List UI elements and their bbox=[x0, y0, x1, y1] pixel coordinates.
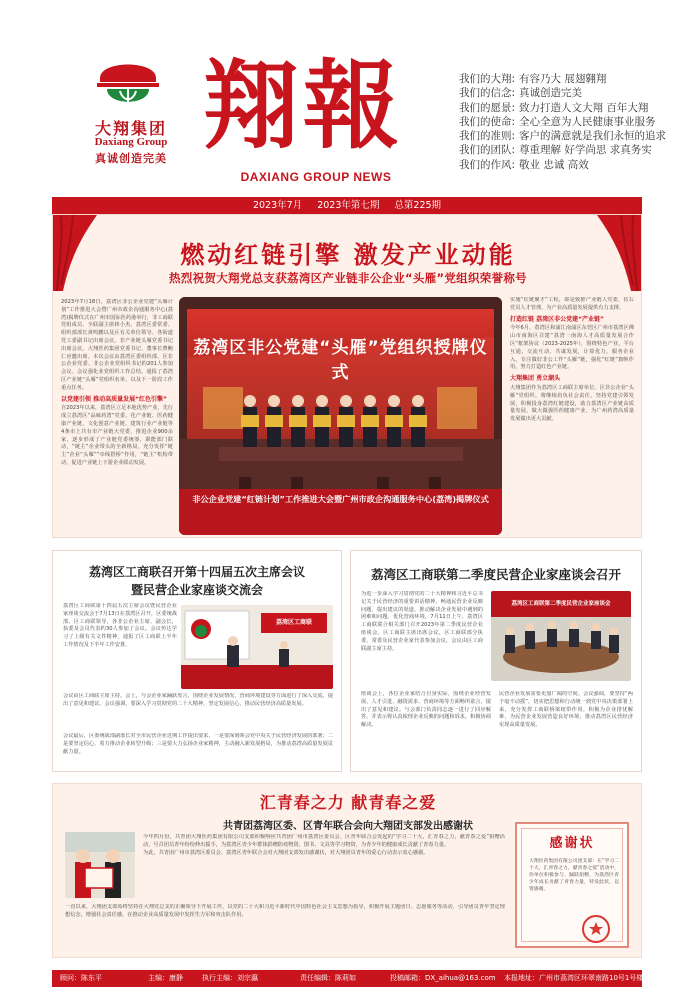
article-right bbox=[350, 550, 642, 772]
bottom-section bbox=[52, 783, 642, 958]
motto-item: 我们的大翔: 有容乃大 展翅翱翔 bbox=[459, 73, 607, 85]
article-left-photo-sign: 荔湾区工商联 bbox=[275, 619, 312, 626]
article-right-title: 荔湾区工商联第二季度民营企业家座谈会召开 bbox=[370, 567, 621, 582]
article-left-column bbox=[63, 603, 177, 689]
footer-bar bbox=[52, 970, 642, 987]
official-seal-icon bbox=[581, 914, 611, 944]
footer-address: 本报地址：广州市荔湾区环翠南路10号1号楼 bbox=[504, 974, 644, 982]
feature-section bbox=[52, 214, 642, 538]
motto-item: 我们的使命: 全心全意为人民健康事业服务 bbox=[459, 115, 656, 128]
article-right-photo-sign: 荔湾区工商联第二季度民营企业家座谈会 bbox=[511, 601, 611, 607]
bottom-headline: 汇青春之力 献青春之爱 bbox=[259, 793, 437, 812]
footer-chief-editor: 主编：康静 bbox=[148, 974, 183, 982]
bottom-paragraph: 为此，共青团广州市荔湾区委员会、荔湾区青年联合会对大翔团支部发出感谢状，对大翔团员青年的爱心行动表示衷心感谢。 bbox=[143, 849, 429, 856]
feature-left-paragraph: 2023年7月18日，荔湾区非公企业党建“头雁计划”工作推进大会暨广州市政企沟通服务中心(荔湾)揭牌仪式在广州市国际医药港举行，非工商联党组成员、全联副主席林小杰，荔湾区委常委、组织部部长黄鸣鹏以及区有关单位领导、各街道党工委副书记出席会议。非产业链头雁党委书记出席会议。大翔医药集团党委书记、董事长曹鲍仁应邀出席。本次会议由荔湾区委组织部、区非公企业党委、非公企业党组织书记约201人参加会议。会议强化业党组织工作总结，通报了荔湾区产业链“头雁”党组织名单，以及下一阶段工作重点任务。 bbox=[61, 299, 173, 391]
feature-right-column bbox=[510, 297, 634, 535]
issue-total: 总第225期 bbox=[394, 200, 442, 211]
feature-photo-banner-title: 荔湾区非公党建“头雁”党组织授牌仪式 bbox=[193, 338, 488, 383]
motto-item: 我们的作风: 敬业 忠诚 高效 bbox=[459, 158, 589, 171]
motto-list bbox=[459, 72, 689, 172]
article-right-column bbox=[361, 591, 483, 687]
bottom-column bbox=[143, 834, 505, 882]
article-left bbox=[52, 550, 342, 772]
feature-photo-conference-banner: 非公企业党建“红链计划”工作推进大会暨广州市政企沟通服务中心(荔湾)揭牌仪式 bbox=[192, 494, 489, 504]
logo-name-cn: 大翔集团 bbox=[94, 119, 167, 138]
award-recipients-row bbox=[239, 393, 442, 447]
feature-right-section-label: 打造红链 荔湾区非公党建“产业链” bbox=[510, 315, 604, 323]
article-left-title: 荔湾区工商联召开第十四届五次主席会议 bbox=[88, 565, 305, 579]
motto-item: 我们的团队: 尊重理解 好学尚思 求真务实 bbox=[459, 144, 652, 157]
feature-left-section-label: 以党建引领 推动高质量发展“红色引擎” bbox=[61, 395, 167, 403]
bottom-paragraph: 一直以来，大翔团支部始终坚持在大翔党总支的正确领导下开展工作，以党的二十大和习近平新时代中国特色社会主义思想为指导，积极开展主题团日、志愿服务等活动，引导团员青年坚定理想信念，增强社会责任感，在推动企业高质量发展中发挥生力军和突击队作用。 bbox=[65, 904, 505, 918]
footer-exec-editor: 执行主编：刘宗瀛 bbox=[202, 974, 258, 982]
feature-left-column bbox=[61, 299, 173, 535]
curtain-right-icon bbox=[597, 215, 641, 291]
thank-you-certificate bbox=[515, 822, 629, 948]
feature-headline: 燃动红链引擎 激发产业动能 bbox=[180, 241, 516, 269]
article-left-paragraph: 会议最后，区委统战部副部长对全市民营企业近期工作提出要求，一是要深刻领会党中央关于民营经济发展的部署；二是要坚定信心，着力推动企业转型升级；三是要大力弘扬企业家精神，主动融入新发展格局，为推动荔湾高质量发展贡献力量。 bbox=[63, 733, 333, 755]
feature-right-paragraph: 今年6月，荔湾区和浦江南浦区东莞区广州市荔湾区佛山市南海区召建“荔湾一南海人才高质量发展合作区”框架协议（2023-2025年），围绕特色产业，平台互通，交流互动，共谋发展，计算优力，服务企业入，专注做好非公工作“头雁”链，强化“红链”旗帜作用，努力打造红色产业链。 bbox=[510, 325, 634, 371]
award-recipients-illustration bbox=[239, 393, 442, 447]
feature-right-paragraph: 实施“红链聚才”工程，即是致推产业链人党委、伍右党员人才管理，为产业高质量发展提供有力支撑。 bbox=[510, 297, 634, 311]
footer-advisor: 顾问：陈东平 bbox=[60, 974, 102, 982]
article-left-photo bbox=[181, 605, 333, 689]
bottom-subline: 共青团荔湾区委、区青年联合会向大翔团支部发出感谢状 bbox=[223, 821, 473, 832]
article-right-photo bbox=[491, 591, 631, 681]
article-left-paragraph: 荔湾区工商联第十四届五次主席会议暨民营企业家座谈交流会于7月13日在荔湾区召开，区委统战部、区工商联领导，各非公企业主席、副会长，执委及会员代表约30人参加了会议。会议传达学习了上级有关文件精神，通报了区工商联上半年工作情况及下半年工作安排。 bbox=[63, 603, 177, 648]
motto-item: 我们的准则: 客户的满意就是我们永恒的追求 bbox=[459, 130, 667, 143]
feature-photo bbox=[179, 297, 502, 535]
bottom-column bbox=[65, 904, 505, 952]
certificate-holders-illustration bbox=[65, 832, 135, 898]
daxiang-logo-icon bbox=[95, 56, 161, 112]
logo-name-en: Daxiang Group bbox=[94, 136, 168, 148]
certificate-title: 感谢状 bbox=[549, 836, 595, 851]
article-left-column bbox=[63, 693, 333, 731]
certificate-text: 大翔医药集团有限公司团支部：在“学习二十大，汇青春之力，献青春之爱”活动中，你单位积极参与、踊跃捐赠，为荔湾区青少年成长贡献了青春力量，特发此状，以资感谢。 bbox=[529, 859, 619, 892]
curtain-left-icon bbox=[53, 215, 97, 291]
issue-date: 2023年7月 bbox=[252, 200, 303, 211]
article-right-paragraph: 为进一步深入学习贯彻党的二十大精神和习近平总书记关于民营经济的重要讲话精神，畅通民营企业反映问题、提出建议的渠道，推动解决企业发展中遇到的困难和问题，优化营商环境，7月11日上午，荔湾区工商联联合相关部门召开2023年第二季度民营企业座谈会。区工商联主席出席会议，区工商联部分执委、常委及民营企业家代表参加会议，会议由区工商联副主席主持。 bbox=[361, 591, 483, 652]
bottom-photo bbox=[65, 832, 135, 898]
footer-duty-editor: 责任编辑：陈莉如 bbox=[300, 974, 356, 982]
bottom-paragraph: 今年四月份，共青团大翔医药集团有限公司支部积极响应共青团广州市荔湾区委员会、区青年联合会发起的“学习二十大，汇青春之力，献青春之爱”捐赠活动，号召团员青年纷纷伸出援手，为荔湾区青少年群体捐赠防疫物资、图书、文具等学习物资，为青少年的健康成长贡献了青春力量。 bbox=[143, 834, 505, 848]
issue-bar bbox=[52, 197, 642, 214]
article-left-title-line2: 暨民营企业家座谈交流会 bbox=[130, 583, 263, 597]
article-left-paragraph: 会议由区工商联主席主持。会上，与会企业家踊跃发言，围绕企业发展情况、营商环境建设等方面进行了深入交流，提出了意见和建议。会议强调，要深入学习贯彻党的二十大精神，坚定发展信心，推动民营经济高质量发展。 bbox=[63, 693, 333, 707]
motto-item: 我们的信念: 真诚创造完美 bbox=[459, 87, 583, 100]
article-left-column bbox=[63, 733, 333, 767]
article-right-column bbox=[499, 691, 633, 767]
motto-item: 我们的愿景: 致力打造人文大翔 百年大翔 bbox=[459, 101, 649, 114]
issue-number: 2023年第七期 bbox=[317, 200, 380, 211]
article-right-column bbox=[361, 691, 491, 767]
article-right-paragraph: 座谈会上，各位企业家结合自身实际，围绕企业经营发展、人才引进、融资需求、营商环境等方面畅所欲言，提出了意见和建议。与会部门负责同志逐一进行了回应解答，并表示将认真梳理企业反映的问题和诉求，积极协调解决。 bbox=[361, 691, 491, 729]
masthead bbox=[0, 0, 693, 196]
feature-left-paragraph: 自2023年以来，荔湾区立足本地优势产业，先行成立荔湾区“品味药湾”党委、化产业链、医药健康产业链、文化创意产业链、建筑行业产业链等4条市上共有市产业链大党委，推进企业900余家，逐步形成了产业链党委统筹，职能部门联动，“链主”企业带头的全新格局，充分发挥“链主”企业“头雁”“牵线搭桥”作用，“链主”机构带动，促进产业链上下游企业联动发展。 bbox=[61, 405, 173, 466]
feature-right-paragraph: 大翔集团作为荔湾区工商联主席单位、区非公企业“头雁”党组织，将继续肩负社会责任，坚持党建引领发展，积极投身荔湾红链建设，助力荔湾区产业链高质量发展，做大做强医药健康产业，为广州药湾高质量发展做出更大贡献。 bbox=[510, 384, 634, 423]
newspaper-title-en: DAXIANG GROUP NEWS bbox=[240, 170, 392, 184]
newspaper-title: 翔報 bbox=[203, 50, 403, 162]
logo-slogan: 真诚创造完美 bbox=[95, 152, 167, 165]
feature-right-section-label: 大翔集团 勇立潮头 bbox=[510, 375, 561, 383]
article-right-paragraph: 民营企业发展需要更加广阔的空间。会议强调，要坚持“两个毫不动摇”，切实把思想和行动统一到党中央决策部署上来，充分发挥工商联桥梁纽带作用，积极为企业排忧解难，为民营企业发展营造良好环境，推动荔湾区民营经济实现高质量发展。 bbox=[499, 691, 633, 729]
feature-subline: 热烈祝贺大翔党总支获荔湾区产业链非公企业“头雁”党组织荣誉称号 bbox=[169, 271, 527, 285]
footer-email: 投稿邮箱：DX_aihua@163.com bbox=[390, 974, 496, 982]
